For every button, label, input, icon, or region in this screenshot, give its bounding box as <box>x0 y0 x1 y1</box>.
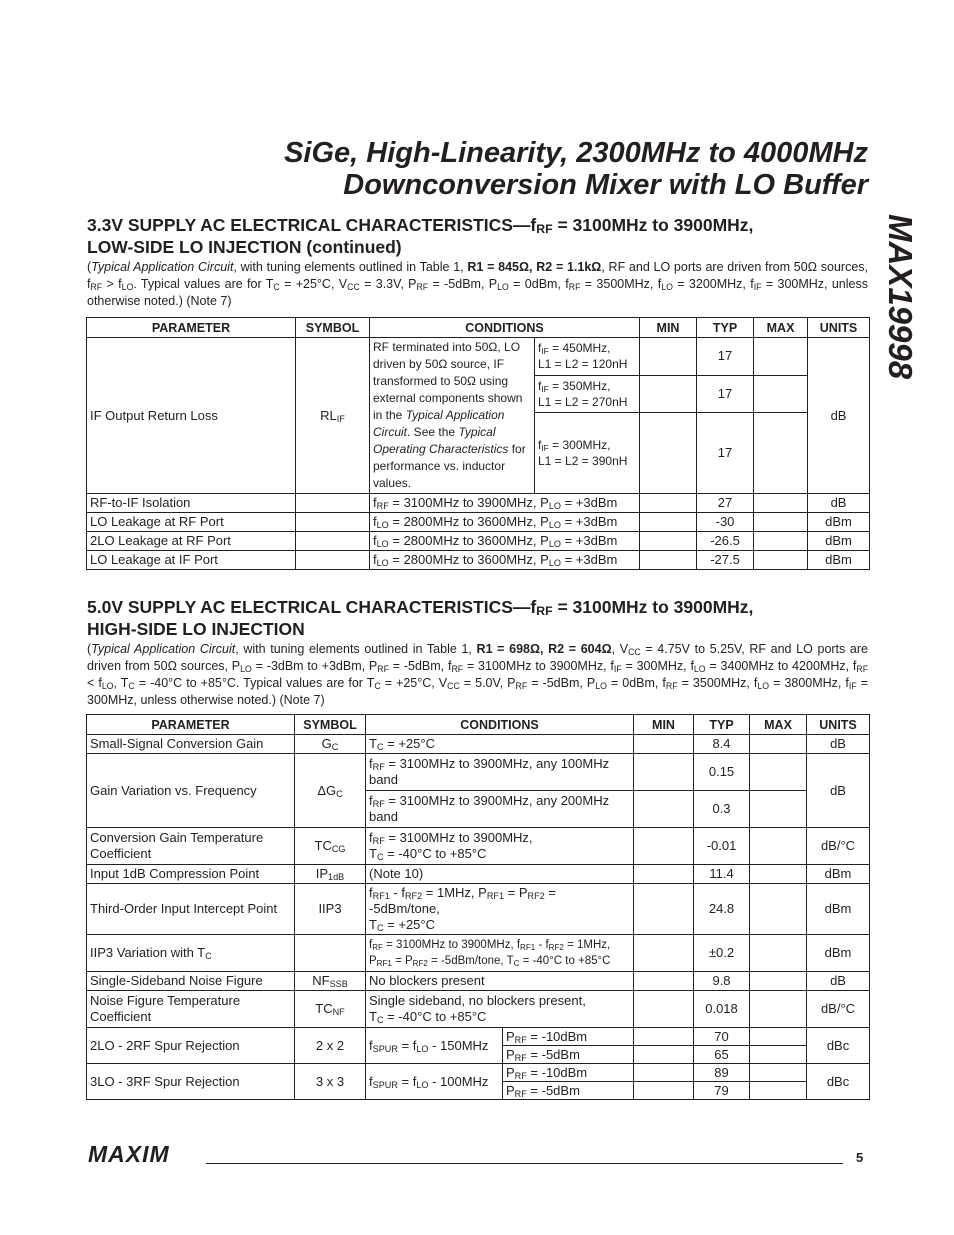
units-cell: dBm <box>807 935 870 972</box>
param-cell: IF Output Return Loss <box>87 338 296 494</box>
symbol-cell: $NF_{SSB}$ <box>295 972 366 991</box>
sub-condition-cell: $P_{RF} = -10dBm$ <box>503 1064 634 1082</box>
table-row <box>87 972 870 991</box>
symbol-cell: $TC_{CG}$ <box>295 828 366 865</box>
typ-cell: 27 <box>697 494 754 513</box>
table-row <box>87 754 870 791</box>
table-row <box>87 735 870 754</box>
conditions-cell: (Note 10) <box>366 865 634 884</box>
col-typ: TYP <box>694 715 750 735</box>
param-cell: Input 1dB Compression Point <box>87 865 295 884</box>
col-parameter: PARAMETER <box>87 715 295 735</box>
sub-condition-cell: $f_{IF} = 300MHz$, L1 = L2 = 390nH <box>535 413 640 494</box>
conditions-cell: $f_{RF} = 3100MHz$ to 3900MHz, $f_{RF1} - f_{RF2} = 1MHz$, $P_{RF1} = P_{RF2}$ = -5dBm/tone, $T_C = -40^\circ C$ to +85°C <box>366 935 634 972</box>
param-cell: Conversion Gain Temperature Coefficient <box>87 828 295 865</box>
col-symbol: SYMBOL <box>296 318 370 338</box>
units-cell: dBc <box>807 1028 870 1064</box>
conditions-cell: $f_{RF} = 3100MHz$ to 3900MHz, $P_{LO} = +3dBm$ <box>370 494 640 513</box>
param-cell: Gain Variation vs. Frequency <box>87 754 295 828</box>
typ-cell: 9.8 <box>694 972 750 991</box>
col-typ: TYP <box>697 318 754 338</box>
footer-divider <box>206 1163 843 1164</box>
conditions-cell: $f_{RF1} - f_{RF2} = 1MHz$, $P_{RF1} = P_{RF2}$ = -5dBm/tone, $T_C = +25^\circ C$ <box>366 884 634 935</box>
col-units: UNITS <box>807 715 870 735</box>
table-row <box>87 1028 870 1046</box>
title-line-2: Downconversion Mixer with LO Buffer <box>343 169 868 201</box>
table-row <box>87 865 870 884</box>
conditions-cell: $f_{LO} = 2800MHz$ to 3600MHz, $P_{LO} = +3dBm$ <box>370 513 640 532</box>
table-row <box>87 1064 870 1082</box>
table-row <box>87 935 870 972</box>
document-title <box>284 137 868 201</box>
col-symbol: SYMBOL <box>295 715 366 735</box>
col-parameter: PARAMETER <box>87 318 296 338</box>
typ-cell: 11.4 <box>694 865 750 884</box>
maxim-logo <box>88 1143 204 1165</box>
units-cell: dB/°C <box>807 991 870 1028</box>
col-max: MAX <box>750 715 807 735</box>
table-row <box>87 884 870 935</box>
sub-condition-cell: $f_{IF} = 450MHz$, L1 = L2 = 120nH <box>535 338 640 376</box>
conditions-cell: Single sideband, no blockers present, $T_C = -40^\circ C$ to +85°C <box>366 991 634 1028</box>
units-cell: dBc <box>807 1064 870 1100</box>
param-cell: Noise Figure Temperature Coefficient <box>87 991 295 1028</box>
sub-condition-cell: $P_{RF} = -5dBm$ <box>503 1046 634 1064</box>
table-row <box>87 991 870 1028</box>
param-cell: RF-to-IF Isolation <box>87 494 296 513</box>
param-cell: LO Leakage at IF Port <box>87 551 296 570</box>
param-cell: LO Leakage at RF Port <box>87 513 296 532</box>
sub-condition-cell: $f_{IF} = 350MHz$, L1 = L2 = 270nH <box>535 375 640 413</box>
typ-cell: -27.5 <box>697 551 754 570</box>
sub-condition-cell: $P_{RF} = -10dBm$ <box>503 1028 634 1046</box>
sub-condition-cell: $P_{RF} = -5dBm$ <box>503 1082 634 1100</box>
units-cell: dBm <box>808 551 870 570</box>
symbol-cell: IIP3 <box>295 884 366 935</box>
typ-cell: 24.8 <box>694 884 750 935</box>
param-cell: 2LO - 2RF Spur Rejection <box>87 1028 295 1064</box>
param-cell: Single-Sideband Noise Figure <box>87 972 295 991</box>
section-conditions-3v3: (Typical Application Circuit, with tuning elements outlined in Table 1, R1 = 845Ω, R2 = 1.1kΩ, RF and LO ports are driven from 50Ω sources, $f_{RF} > f_{LO}$. Typical values are for $T_C = +25^\circ C$, $V_{CC} = 3.3V$, $P_{RF} = -5dBm$, $P_{LO} = 0dBm$, $f_{RF} = 3500MHz$, $f_{LO} = 3200MHz$, $f_{IF} = 300MHz$, unless otherwise noted.) (Note 7) <box>87 260 868 308</box>
table-row <box>87 828 870 865</box>
conditions-cell: $T_C = +25^\circ C$ <box>366 735 634 754</box>
table-5v0 <box>86 714 870 1100</box>
conditions-cell: $f_{RF} = 3100MHz$ to 3900MHz, any 200MHz band <box>366 791 634 828</box>
symbol-cell: $G_C$ <box>295 735 366 754</box>
typ-cell: 65 <box>694 1046 750 1064</box>
table-header-row <box>87 715 870 735</box>
conditions-cell: $f_{SPUR} = f_{LO} - 100MHz$ <box>366 1064 503 1100</box>
conditions-cell: $f_{RF} = 3100MHz$ to 3900MHz, $T_C = -40^\circ C$ to +85°C <box>366 828 634 865</box>
units-cell: dB <box>808 494 870 513</box>
table-row <box>87 551 870 570</box>
symbol-cell: 2 x 2 <box>295 1028 366 1064</box>
units-cell: dB <box>807 735 870 754</box>
symbol-cell: $TC_{NF}$ <box>295 991 366 1028</box>
col-min: MIN <box>634 715 694 735</box>
typ-cell: ±0.2 <box>694 935 750 972</box>
table-row <box>87 494 870 513</box>
param-cell: Third-Order Input Intercept Point <box>87 884 295 935</box>
param-cell: 2LO Leakage at RF Port <box>87 532 296 551</box>
svg-text:MAXIM: MAXIM <box>88 1143 170 1165</box>
param-cell: 3LO - 3RF Spur Rejection <box>87 1064 295 1100</box>
conditions-cell: RF terminated into 50Ω, LO driven by 50Ω source, IF transformed to 50Ω using external components shown in the Typical Application Circuit. See the Typical Operating Characteristics for performance vs. inductor values. <box>370 338 535 494</box>
col-max: MAX <box>754 318 808 338</box>
conditions-cell: $f_{LO} = 2800MHz$ to 3600MHz, $P_{LO} = +3dBm$ <box>370 532 640 551</box>
section-title-5v0: 5.0V SUPPLY AC ELECTRICAL $CHARACTERISTICS—f_{RF} = 3100MHz$ to 3900MHz, HIGH-SIDE LO INJECTION <box>87 597 754 639</box>
symbol-cell: 3 x 3 <box>295 1064 366 1100</box>
units-cell: dB <box>808 338 870 494</box>
symbol-cell: $\Delta G_C$ <box>295 754 366 828</box>
typ-cell: 89 <box>694 1064 750 1082</box>
typ-cell: -30 <box>697 513 754 532</box>
title-line-1: SiGe, High-Linearity, 2300MHz to 4000MHz <box>284 137 868 169</box>
table-3v3 <box>86 317 870 570</box>
units-cell: dB <box>807 972 870 991</box>
typ-cell: 17 <box>697 413 754 494</box>
units-cell: dBm <box>808 532 870 551</box>
col-min: MIN <box>640 318 697 338</box>
units-cell: dBm <box>807 865 870 884</box>
typ-cell: -0.01 <box>694 828 750 865</box>
page-number: 5 <box>856 1150 864 1165</box>
units-cell: dB <box>807 754 870 828</box>
units-cell: dBm <box>808 513 870 532</box>
typ-cell: 0.3 <box>694 791 750 828</box>
conditions-cell: $f_{LO} = 2800MHz$ to 3600MHz, $P_{LO} = +3dBm$ <box>370 551 640 570</box>
units-cell: dB/°C <box>807 828 870 865</box>
typ-cell: 0.15 <box>694 754 750 791</box>
col-units: UNITS <box>808 318 870 338</box>
section-conditions-5v0: (Typical Application Circuit, with tuning elements outlined in Table 1, R1 = 698Ω, R2 = 604Ω, $V_{CC} = 4.75V$ to 5.25V, RF and LO ports are driven from 50Ω sources, $P_{LO} = -3dBm$ to +3dBm, $P_{RF} = -5dBm$, $f_{RF} = 3100MHz$ to 3900MHz, $f_{IF} = 300MHz$, $f_{LO} = 3400MHz$ to 4200MHz, $f_{RF} < f_{LO}$, $T_C = -40^\circ C$ to +85°C. Typical values are for $T_C = +25^\circ C$, $V_{CC} = 5.0V$, $P_{RF} = -5dBm$, $P_{LO} = 0dBm$, $f_{RF} = 3500MHz$, $f_{LO} = 3800MHz$, $f_{IF} = 300MHz$, unless otherwise noted.) (Note 7) <box>87 642 869 707</box>
table-row <box>87 338 870 376</box>
typ-cell: -26.5 <box>697 532 754 551</box>
col-conditions: CONDITIONS <box>370 318 640 338</box>
param-cell: Small-Signal Conversion Gain <box>87 735 295 754</box>
typ-cell: 8.4 <box>694 735 750 754</box>
conditions-cell: $f_{SPUR} = f_{LO} - 150MHz$ <box>366 1028 503 1064</box>
typ-cell: 17 <box>697 375 754 413</box>
symbol-cell: $RL_{IF}$ <box>296 338 370 494</box>
typ-cell: 79 <box>694 1082 750 1100</box>
section-title-3v3: 3.3V SUPPLY AC ELECTRICAL $CHARACTERISTICS—f_{RF} = 3100MHz$ to 3900MHz, LOW-SIDE LO INJECTION (continued) <box>87 215 754 257</box>
col-conditions: CONDITIONS <box>366 715 634 735</box>
conditions-cell: No blockers present <box>366 972 634 991</box>
units-cell: dBm <box>807 884 870 935</box>
typ-cell: 70 <box>694 1028 750 1046</box>
table-row <box>87 513 870 532</box>
part-number: MAX19998 <box>882 214 919 380</box>
conditions-cell: $f_{RF} = 3100MHz$ to 3900MHz, any 100MHz band <box>366 754 634 791</box>
typ-cell: 17 <box>697 338 754 376</box>
table-header-row <box>87 318 870 338</box>
typ-cell: 0.018 <box>694 991 750 1028</box>
symbol-cell: $IP_{1dB}$ <box>295 865 366 884</box>
table-row <box>87 532 870 551</box>
param-cell: IIP3 Variation with $T_C$ <box>87 935 295 972</box>
